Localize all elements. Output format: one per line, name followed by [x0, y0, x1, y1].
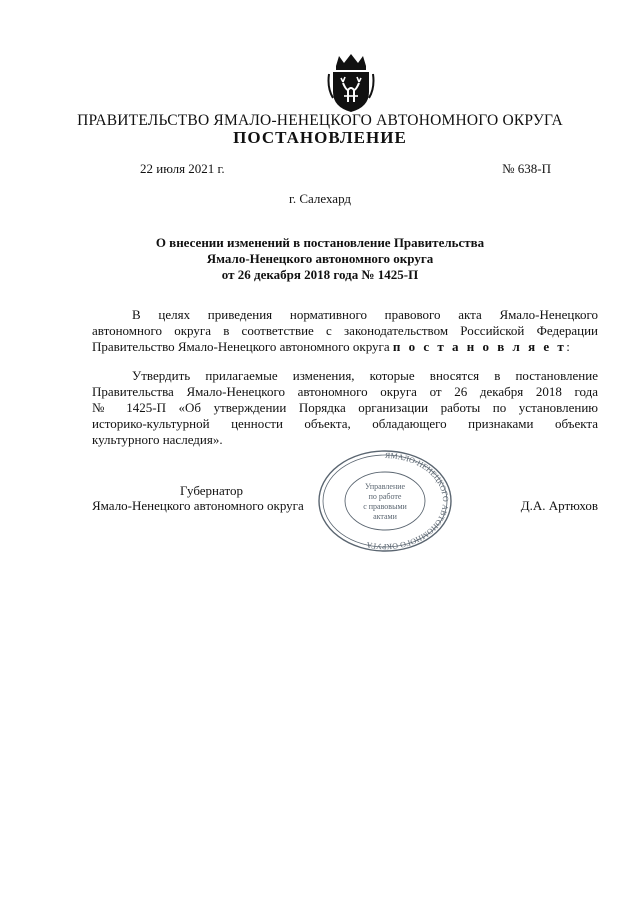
signatory-region: Ямало-Ненецкого автономного округа [92, 498, 304, 513]
svg-text:ЯМАЛО-НЕНЕЦКОГО АВТОНОМНОГО ОК [366, 451, 451, 551]
subject-line-3: от 26 декабря 2018 года № 1425-П [221, 267, 419, 282]
document-type: ПОСТАНОВЛЕНИЕ [233, 128, 407, 147]
document-number: № 638-П [502, 161, 551, 176]
stamp-center-line-2: по работе [368, 492, 402, 501]
decree-colon: : [566, 339, 570, 354]
operative-line-5: культурного наследия». [92, 432, 223, 447]
operative-line-4: историко-культурной ценности объекта, обладающего признаками объекта [92, 416, 598, 431]
subject-line-1: О внесении изменений в постановление Правительства [155, 235, 485, 250]
document-city: г. Салехард [288, 191, 352, 206]
stamp-center-line-1: Управление [364, 482, 406, 491]
operative-line-3: № 1425-П «Об утверждении Порядка организации работы по установлению [92, 400, 598, 415]
stamp-center-line-4: актами [373, 512, 397, 521]
official-stamp [316, 449, 454, 553]
signatory-title: Губернатор [180, 483, 243, 498]
paragraph-operative [92, 368, 598, 448]
government-name: ПРАВИТЕЛЬСТВО ЯМАЛО-НЕНЕЦКОГО АВТОНОМНОГО ОКРУГА [77, 112, 563, 129]
preamble-line-2: автономного округа в соответствие с законодательством Российской Федерации [92, 323, 598, 338]
document-subject [0, 235, 640, 283]
preamble-line-3: Правительство Ямало-Ненецкого автономного округа [92, 339, 390, 354]
subject-line-2: Ямало-Ненецкого автономного округа [206, 251, 434, 266]
stamp-center-line-3: с правовыми [363, 502, 407, 511]
signatory-name: Д.А. Артюхов [520, 498, 598, 513]
coat-of-arms-icon [326, 52, 376, 114]
document-date: 22 июля 2021 г. [140, 161, 225, 176]
paragraph-preamble [92, 307, 598, 355]
operative-line-2: Правительства Ямало-Ненецкого автономного округа от 26 декабря 2018 года [92, 384, 598, 399]
decree-word: п о с т а н о в л я е т [392, 339, 567, 354]
stamp-ring-text: ЯМАЛО-НЕНЕЦКОГО АВТОНОМНОГО ОКРУГА [365, 450, 451, 552]
operative-line-1: Утвердить прилагаемые изменения, которые вносятся в постановление [132, 368, 598, 383]
preamble-line-1: В целях приведения нормативного правового акта Ямало-Ненецкого [132, 307, 598, 322]
